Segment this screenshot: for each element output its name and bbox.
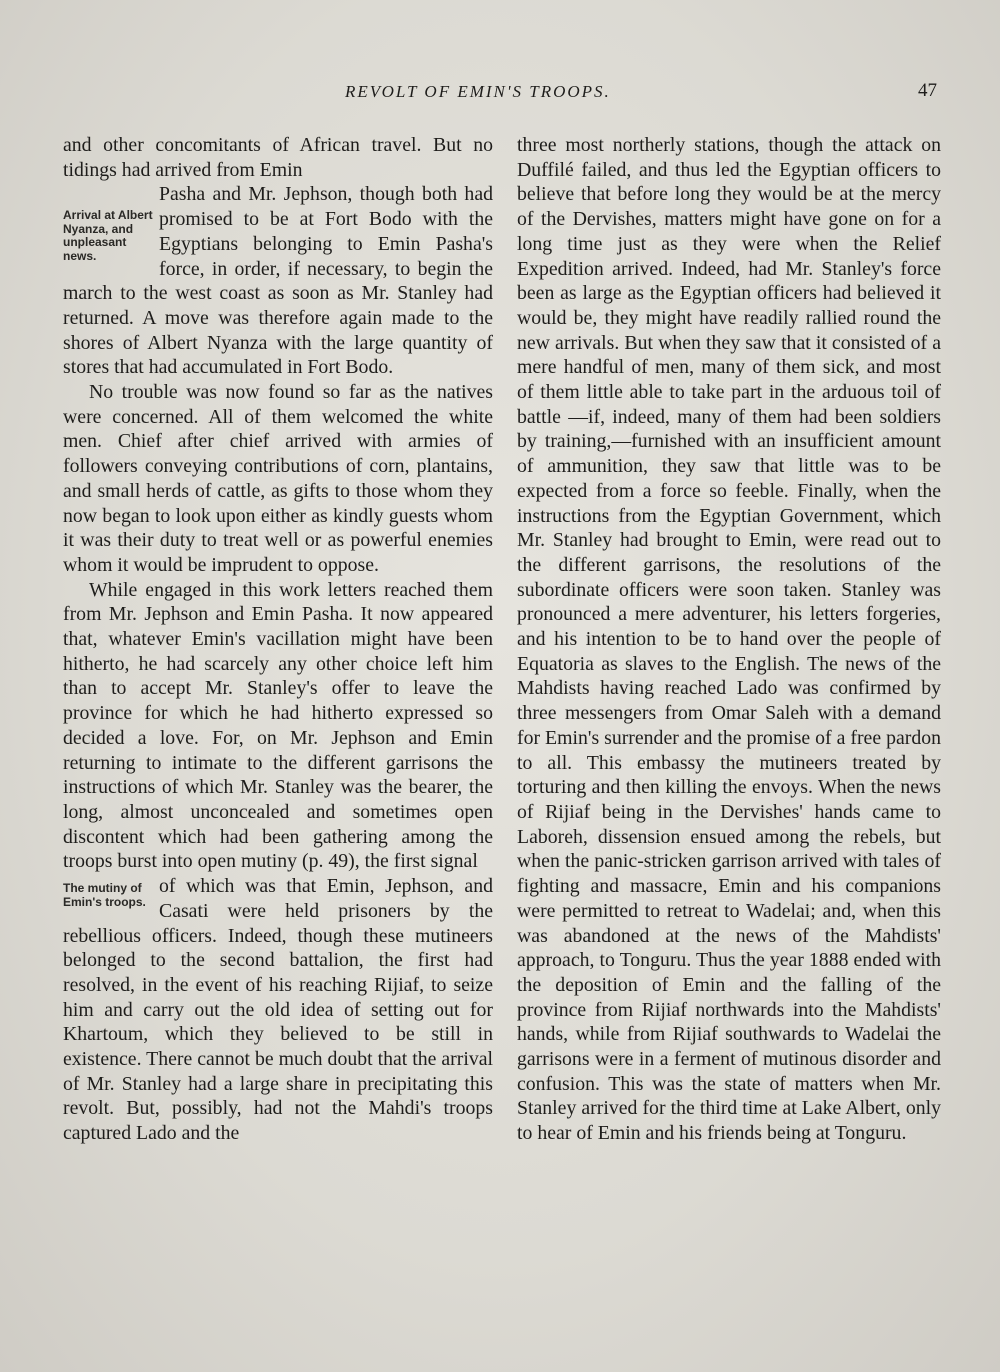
left-paragraph-1-start: and other concomitants of African travel. But no tidings had arrived from Emin	[63, 134, 493, 181]
running-title: REVOLT OF EMIN'S TROOPS.	[345, 82, 611, 101]
right-paragraph-1: three most northerly stations, though the attack on Duffilé failed, and thus led the Egyptian officers to believe that before long they would be at the mercy of the Dervishes, matters might have gone on for a long time just as they were when the Relief Expedition arrived. Indeed, had Mr. Stanley's force been as large as the Egyptian officers had believed it would be, they might have readily rallied round the new arrivals. But when they saw that it consisted of a mere handful of men, many of them sick, and most of them little able to take part in the arduous toil of battle —if, indeed, many of them had been soldiers by training,—furnished with an insufficient amount of ammunition, they saw that little was to be expected from a force so feeble. Finally, when the instructions from the Egyptian Government, which Mr. Stanley had brought to Emin, were read out to the different garrisons, the resolutions of the subordinate officers were soon taken. Stanley was pronounced a mere adventurer, his letters forgeries, and his intention to be to hand over the people of Equatoria as slaves to the English. The news of the Mahdists having reached Lado was confirmed by three messengers from Omar Saleh with a demand for Emin's surrender and the promise of a free pardon to all. This embassy the mutineers treated by torturing and then killing the envoys. When the news of Rijiaf being in the Dervishes' hands came to Laboreh, dissension ensued among the rebels, but when the panic-stricken garrison arrived with tales of fighting and massacre, Emin and his companions were permitted to retreat to Wadelai; and, when this was abandoned at the news of the Mahdists' approach, to Tonguru. Thus the year 1888 ended with the deposition of Emin and the falling of the province from Rijiaf northwards into the Mahdists' hands, while from Rijiaf southwards to Wadelai the garrisons were in a ferment of mutinous disorder and confusion. This was the state of matters when Mr. Stanley arrived for the third time at Lake Albert, only to hear of Emin and his friends being at Tonguru.	[517, 134, 941, 1145]
right-column	[517, 133, 941, 1146]
left-paragraph-3-end: of which was that Emin, Jephson, and Casati were held prisoners by the rebellious officers. Indeed, though these mutineers belonged to the second battalion, the first had resolved, in the event of his reaching Rijiaf, to seize him and carry out the old idea of setting out for Khartoum, which they believed to be still in existence. There cannot be much doubt that the arrival of Mr. Stanley had a large share in precipitating this revolt. But, possibly, had not the Mahdi's troops captured Lado and the	[63, 875, 493, 1145]
left-paragraph-2: No trouble was now found so far as the natives were concerned. All of them welcomed the white men. Chief after chief arrived with armies of followers conveying contributions of corn, plantains, and small herds of cattle, as gifts to those whom they now began to look upon either as kindly guests whom it was their duty to treat well or as powerful enemies whom it would be imprudent to oppose.	[63, 381, 493, 576]
left-column	[63, 133, 493, 1146]
sidenote-arrival: Arrival at Albert Nyanza, and unpleasant news.	[63, 208, 153, 263]
page-number: 47	[918, 80, 937, 101]
left-paragraph-1-end: Pasha and Mr. Jephson, though both had promised to be at Fort Bodo with the Egyptians belonging to Emin Pasha's force, in order, if necessary, to begin the march to the west coast as soon as Mr. Stanley had returned. A move was therefore again made to the shores of Albert Nyanza with the large quantity of stores that had accumulated in Fort Bodo.	[63, 183, 493, 379]
running-head	[0, 80, 1000, 110]
left-paragraph-3-start: While engaged in this work letters reached them from Mr. Jephson and Emin Pasha. It now appeared that, whatever Emin's vacillation might have been hitherto, he had scarcely any other choice left him than to accept Mr. Stanley's offer to leave the province for which he had hitherto expressed so decided a love. For, on Mr. Jephson and Emin returning to intimate to the different garrisons the instructions of which Mr. Stanley was the bearer, the long, almost unconcealed and sometimes open discontent which had been gathering among the troops burst into open mutiny (p. 49), the first signal	[63, 578, 493, 873]
sidenote-mutiny: The mutiny of Emin's troops.	[63, 881, 146, 909]
